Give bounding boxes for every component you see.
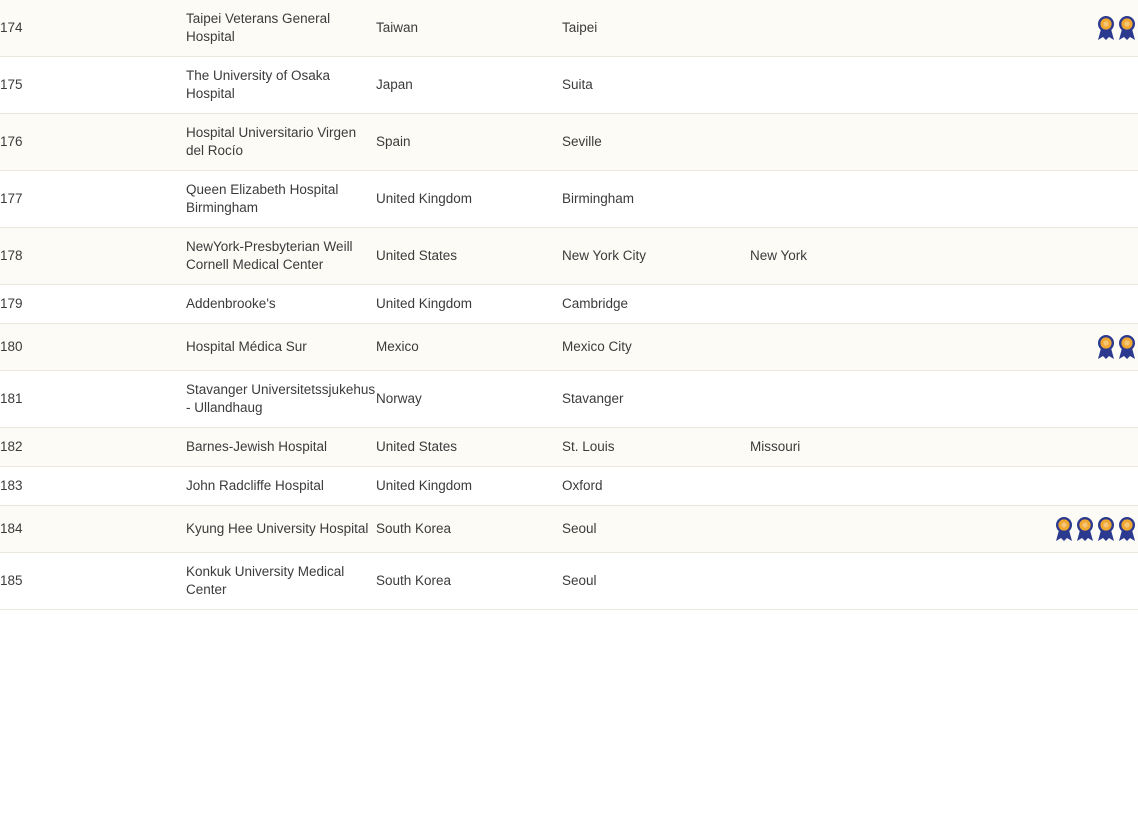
table-row[interactable] [0, 285, 1138, 324]
award-ribbon-icon [1074, 516, 1096, 542]
cell-city: Seoul [562, 573, 597, 588]
table-row[interactable] [0, 0, 1138, 57]
cell-state [750, 506, 940, 553]
cell-city: New York City [562, 248, 647, 263]
table-row[interactable] [0, 114, 1138, 171]
cell-country: Spain [376, 134, 411, 149]
cell-hospital-name: Addenbrooke's [186, 296, 276, 311]
cell-country: Mexico [376, 339, 419, 354]
cell-state [750, 371, 940, 428]
table-row[interactable] [0, 324, 1138, 371]
cell-state [750, 285, 940, 324]
cell-awards [940, 285, 1138, 324]
cell-rank: 177 [0, 191, 23, 206]
cell-rank: 180 [0, 339, 23, 354]
cell-city: Birmingham [562, 191, 635, 206]
table-row[interactable] [0, 171, 1138, 228]
cell-country: United Kingdom [376, 191, 473, 206]
award-ribbon-icon [1095, 516, 1117, 542]
cell-country: South Korea [376, 521, 452, 536]
cell-state [750, 467, 940, 506]
cell-hospital-name: Barnes-Jewish Hospital [186, 439, 328, 454]
award-ribbon-icon [1116, 516, 1138, 542]
cell-rank: 185 [0, 573, 23, 588]
cell-awards [940, 57, 1138, 114]
cell-hospital-name: NewYork-Presbyterian Weill Cornell Medical Center [186, 239, 353, 272]
cell-rank: 175 [0, 77, 23, 92]
cell-hospital-name: Queen Elizabeth Hospital Birmingham [186, 182, 339, 215]
cell-country: Norway [376, 391, 422, 406]
table-row[interactable] [0, 506, 1138, 553]
table-row[interactable] [0, 371, 1138, 428]
cell-hospital-name: Kyung Hee University Hospital [186, 521, 369, 536]
cell-state [750, 0, 940, 57]
cell-awards [940, 324, 1138, 371]
cell-state [750, 171, 940, 228]
cell-state [750, 324, 940, 371]
cell-hospital-name: Taipei Veterans General Hospital [186, 11, 331, 44]
cell-country: Japan [376, 77, 413, 92]
award-ribbon-icon [1095, 334, 1117, 360]
cell-city: Seville [562, 134, 602, 149]
cell-city: St. Louis [562, 439, 615, 454]
cell-state: New York [750, 248, 808, 263]
cell-city: Stavanger [562, 391, 624, 406]
cell-rank: 181 [0, 391, 23, 406]
cell-awards [940, 467, 1138, 506]
cell-city: Oxford [562, 478, 603, 493]
award-ribbon-icon [1053, 516, 1075, 542]
cell-country: United States [376, 439, 458, 454]
cell-awards [940, 171, 1138, 228]
cell-awards [940, 428, 1138, 467]
cell-rank: 184 [0, 521, 23, 536]
cell-rank: 176 [0, 134, 23, 149]
cell-hospital-name: Stavanger Universitetssjukehus - Ullandhaug [186, 382, 376, 415]
cell-rank: 183 [0, 478, 23, 493]
cell-hospital-name: John Radcliffe Hospital [186, 478, 324, 493]
cell-awards [940, 228, 1138, 285]
cell-rank: 179 [0, 296, 23, 311]
cell-state [750, 57, 940, 114]
award-ribbon-icon [1116, 15, 1138, 41]
cell-city: Cambridge [562, 296, 629, 311]
cell-city: Taipei [562, 20, 598, 35]
cell-country: South Korea [376, 573, 452, 588]
award-ribbon-icon [1116, 334, 1138, 360]
cell-awards [940, 553, 1138, 610]
table-row[interactable] [0, 553, 1138, 610]
cell-hospital-name: Hospital Médica Sur [186, 339, 307, 354]
cell-state [750, 114, 940, 171]
cell-state: Missouri [750, 439, 801, 454]
cell-hospital-name: The University of Osaka Hospital [186, 68, 331, 101]
table-row[interactable] [0, 57, 1138, 114]
cell-awards [940, 114, 1138, 171]
cell-hospital-name: Konkuk University Medical Center [186, 564, 345, 597]
cell-hospital-name: Hospital Universitario Virgen del Rocío [186, 125, 357, 158]
cell-country: Taiwan [376, 20, 419, 35]
cell-awards [940, 0, 1138, 57]
award-ribbon-icon [1095, 15, 1117, 41]
cell-city: Mexico City [562, 339, 632, 354]
table-row[interactable] [0, 467, 1138, 506]
cell-country: United Kingdom [376, 296, 473, 311]
cell-state [750, 553, 940, 610]
cell-rank: 178 [0, 248, 23, 263]
cell-country: United States [376, 248, 458, 263]
cell-awards [940, 371, 1138, 428]
table-row[interactable] [0, 228, 1138, 285]
cell-country: United Kingdom [376, 478, 473, 493]
table-row[interactable] [0, 428, 1138, 467]
cell-rank: 182 [0, 439, 23, 454]
cell-awards [940, 506, 1138, 553]
cell-city: Seoul [562, 521, 597, 536]
cell-rank: 174 [0, 20, 23, 35]
cell-city: Suita [562, 77, 593, 92]
